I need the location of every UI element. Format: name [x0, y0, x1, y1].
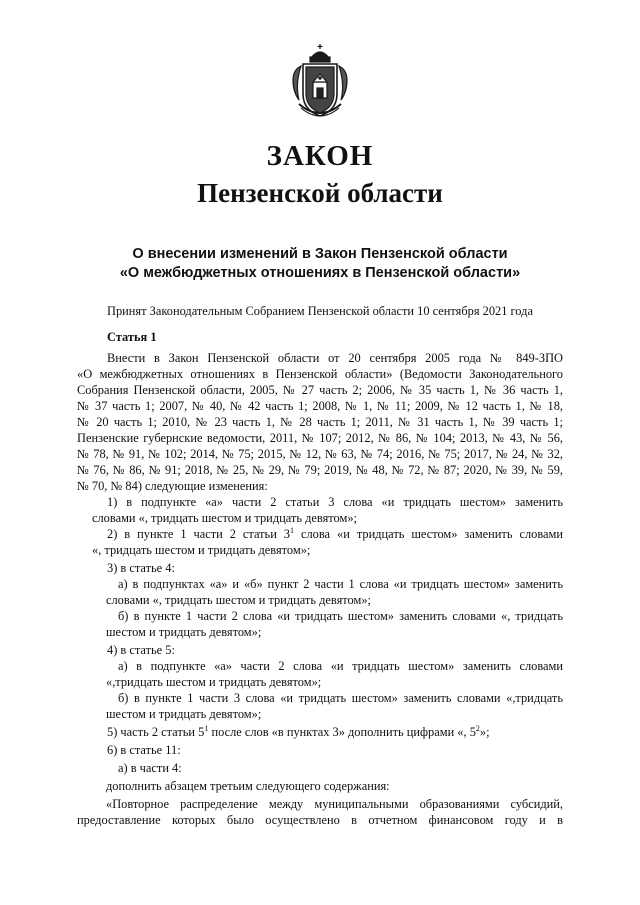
document-title: ЗАКОН	[266, 140, 374, 172]
item-1-line: словами «, тридцать шестом и тридцать девятом»;	[92, 511, 357, 525]
item-3-line: 3) в статье 4:	[107, 561, 175, 575]
item-6a-line: а) в части 4:	[118, 761, 182, 775]
item-4b-line: б) в пункте 1 части 3 слова «и тридцать шестом» заменить словами «,тридцать	[118, 691, 563, 705]
body-line: № 70, № 84) следующие изменения:	[77, 479, 268, 493]
subject-line-1: О внесении изменений в Закон Пензенской области	[132, 246, 508, 262]
item-2-line: «, тридцать шестом и тридцать девятом»;	[92, 543, 311, 557]
body-line: № 37 часть 1; 2007, № 40, № 42 часть 1; 2008, № 1, № 11; 2009, № 12 часть 1, № 18,	[77, 399, 563, 413]
item-5-line: 5) часть 2 статьи $5^1$ после слов «в пунктах 3» дополнить цифрами «, $5^2$»;	[107, 723, 490, 739]
document-subtitle: Пензенской области	[197, 178, 443, 208]
item-4-line: 4) в статье 5:	[107, 643, 175, 657]
article-heading: Статья 1	[107, 330, 157, 344]
item-3a-line: словами «, тридцать шестом и тридцать девятом»;	[106, 593, 371, 607]
body-line: № 20 часть 1; 2010, № 23 часть 1, № 28 часть 1; 2011, № 31 часть 1, № 39 часть 1;	[77, 415, 563, 429]
item-1-line: 1) в подпункте «а» части 2 статьи 3 слова «и тридцать шестом» заменить	[107, 495, 563, 509]
item-3a-line: а) в подпунктах «а» и «б» пункт 2 части 1 слова «и тридцать шестом» заменить	[118, 577, 563, 591]
item-2-line: 2) в пункте 1 части 2 статьи $3^1$ слова «и тридцать шестом» заменить словами	[107, 525, 564, 541]
body-line: № 78, № 91, № 102; 2014, № 75; 2015, № 12, № 63, № 74; 2016, № 75; 2017, № 24, № 32,	[77, 447, 563, 461]
quote-line: предоставление которых было осуществлено в отчетном финансовом году и в	[77, 813, 563, 827]
coat-of-arms-icon	[289, 44, 351, 122]
item-4a-line: а) в подпункте «а» части 2 слова «и тридцать шестом» заменить словами	[118, 659, 563, 673]
body-line: № 76, № 86, № 91; 2018, № 25, № 29, № 79; 2019, № 48, № 72, № 87; 2020, № 39, № 59,	[77, 463, 563, 477]
body-line: Внести в Закон Пензенской области от 20 сентября 2005 года № 849-ЗПО	[107, 351, 563, 365]
subject-line-2: «О межбюджетных отношениях в Пензенской области»	[119, 265, 521, 281]
item-6-line: 6) в статье 11:	[107, 743, 181, 757]
body-line: Собрания Пензенской области, 2005, № 27 часть 2; 2006, № 35 часть 1, № 36 часть 1,	[77, 383, 563, 397]
item-3b-line: б) в пункте 1 части 2 слова «и тридцать шестом» заменить словами «, тридцать	[118, 609, 563, 623]
adoption-note: Принят Законодательным Собранием Пензенской области 10 сентября 2021 года	[107, 304, 533, 318]
item-4a-line: «,тридцать шестом и тридцать девятом»;	[106, 675, 322, 689]
item-3b-line: шестом и тридцать девятом»;	[106, 625, 262, 639]
quote-line: «Повторное распределение между муниципальными образованиями субсидий,	[106, 797, 563, 811]
item-4b-line: шестом и тридцать девятом»;	[106, 707, 262, 721]
item-6-add-line: дополнить абзацем третьим следующего содержания:	[106, 779, 390, 793]
body-line: «О межбюджетных отношениях в Пензенской области» (Ведомости Законодательного	[77, 367, 563, 381]
body-line: Пензенские губернские ведомости, 2011, № 107; 2012, № 86, № 104; 2013, № 43, № 56,	[77, 431, 563, 445]
